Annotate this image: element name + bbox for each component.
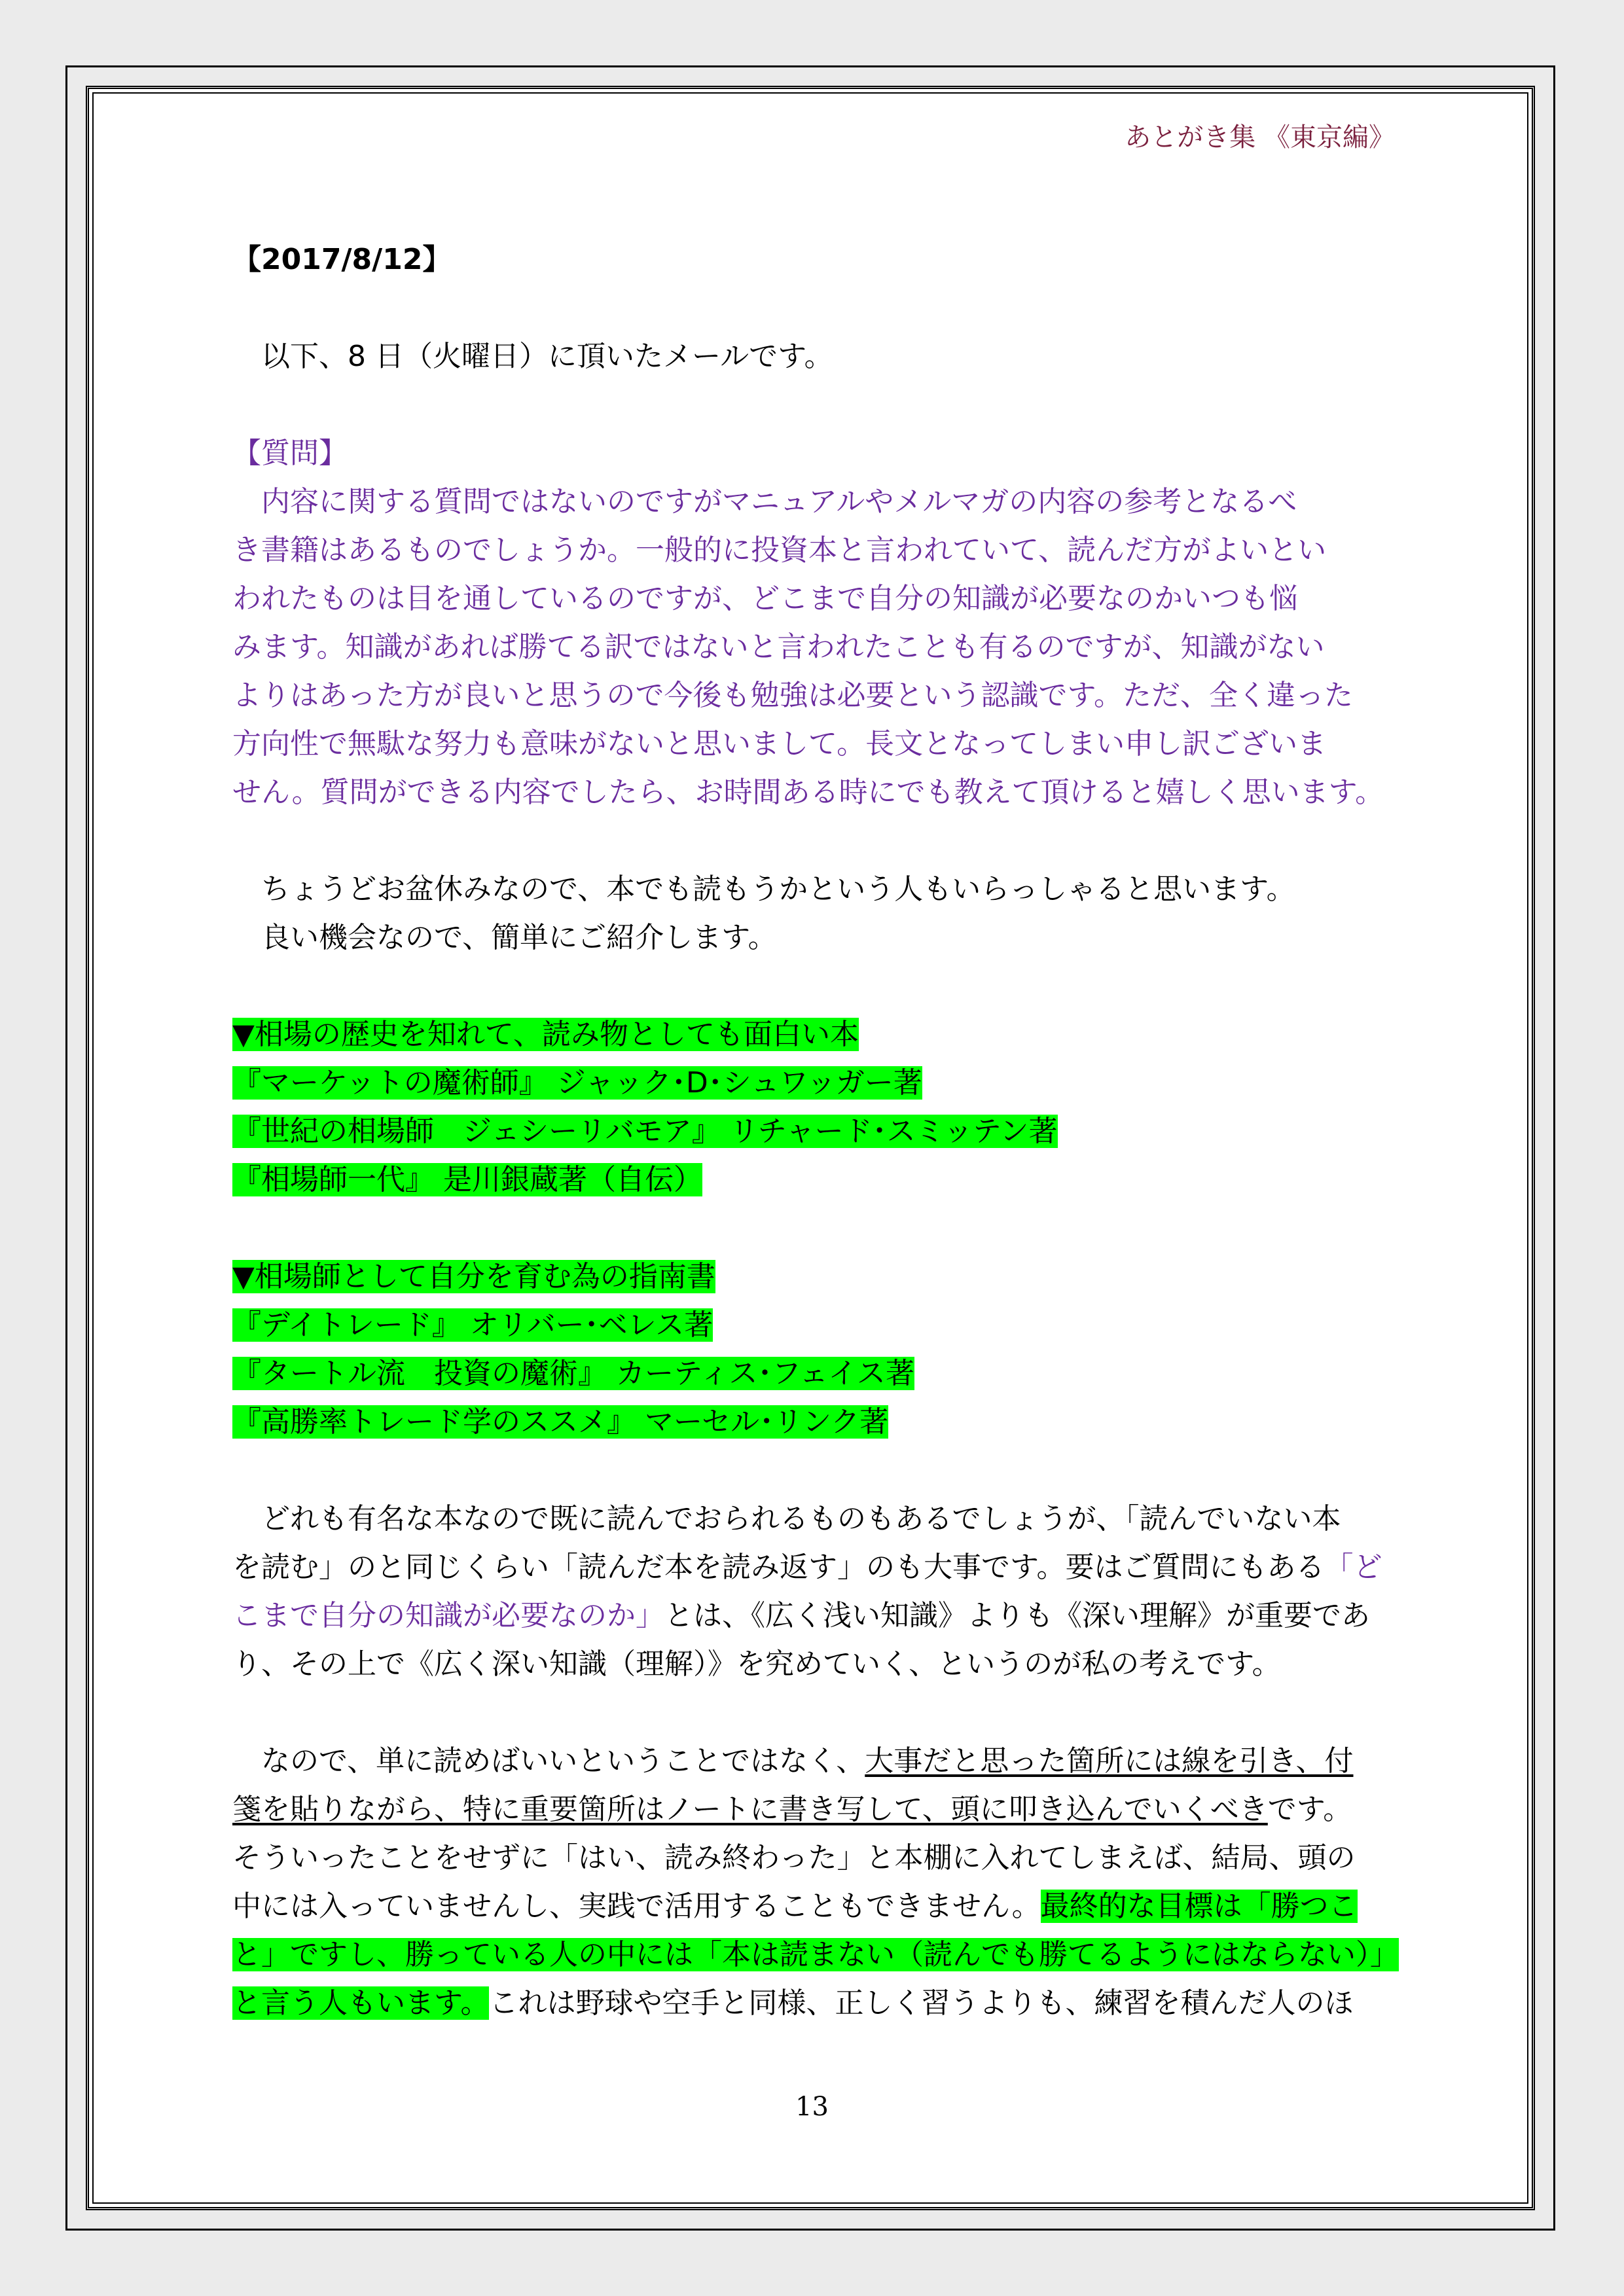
- intro-text: 以下、8 日（火曜日）に頂いたメールです。: [261, 340, 833, 373]
- answer-intro-line: 良い機会なので、簡単にご紹介します。: [261, 921, 777, 954]
- quoted-question: こまで自分の知識が必要なのか」: [232, 1599, 664, 1632]
- question-line: き書籍はあるものでしょうか。一般的に投資本と言われていて、読んだ方がよいとい: [232, 533, 1327, 567]
- book-list-1-heading: ▼相場の歴史を知れて、読み物としても面白い本: [232, 1018, 859, 1051]
- spacer: [232, 817, 1404, 865]
- answer-intro-line: ちょうどお盆休みなので、本でも読もうかという人もいらっしゃると思います。: [261, 872, 1295, 906]
- paragraph-2-line: そういったことをせずに「はい、読み終わった」と本棚に入れてしまえば、結局、頭の: [232, 1841, 1356, 1874]
- book-item-row: [232, 1350, 1404, 1398]
- spacer: [232, 381, 1404, 429]
- document-body: [232, 236, 1404, 2028]
- paragraph-2-line: [232, 1931, 1404, 1979]
- underlined-text: 箋を貼りながら、特に重要箇所はノートに書き写して、頭に叩き込んでいくべき: [232, 1793, 1268, 1826]
- highlighted-text: 最終的な目標は「勝つこ: [1040, 1890, 1358, 1923]
- paragraph-2-text: 中には入っていませんし、実践で活用することもできません。: [232, 1890, 1041, 1923]
- paragraph-2-line: [232, 1737, 1404, 1785]
- question-line: 内容に関する質問ではないのですがマニュアルやメルマガの内容の参考となるべ: [261, 485, 1297, 518]
- book-list-2-heading-row: [232, 1253, 1404, 1301]
- book-item: 『相場師一代』 是川銀蔵著（自伝）: [232, 1163, 702, 1196]
- paragraph-2-text: なので、単に読めばいいということではなく、: [261, 1744, 865, 1778]
- question-line: みます。知識があれば勝てる訳ではないと言われたことも有るのですが、知識がない: [232, 630, 1325, 664]
- book-item: 『高勝率トレード学のススメ』 マーセル･リンク著: [232, 1405, 889, 1439]
- question-line: せん。質問ができる内容でしたら、お時間ある時にでも教えて頂けると嬉しく思います。: [232, 776, 1384, 809]
- paragraph-2-line: [232, 1882, 1404, 1931]
- book-item-row: [232, 1059, 1404, 1107]
- book-item: 『タートル流 投資の魔術』 カーティス･フェイス著: [232, 1357, 914, 1390]
- paragraph-1-line: り、その上で《広く深い知識（理解）》を究めていく、というのが私の考えです。: [232, 1647, 1281, 1681]
- spacer: [232, 962, 1404, 1011]
- running-header: あとがき集 《東京編》: [1125, 122, 1395, 152]
- book-item-row: [232, 1107, 1404, 1156]
- book-list-1-heading-row: [232, 1011, 1404, 1059]
- paragraph-2-line: [232, 1785, 1404, 1834]
- book-item: 『マーケットの魔術師』 ジャック･D･シュワッガー著: [232, 1066, 922, 1100]
- book-item-row: [232, 1156, 1404, 1204]
- paragraph-2-line: [232, 1979, 1404, 2028]
- highlighted-text: と」ですし、勝っている人の中には「本は読まない（読んでも勝てるようにはならない）」: [232, 1938, 1399, 1971]
- spacer: [232, 1204, 1404, 1253]
- paragraph-1-text: を読む」のと同じくらい「読んだ本を読み返す」のも大事です。要はご質問にもある: [232, 1551, 1325, 1584]
- book-list-2-heading: ▼相場師として自分を育む為の指南書: [232, 1260, 715, 1293]
- book-item-row: [232, 1398, 1404, 1446]
- underlined-text: 大事だと思った箇所には線を引き、付: [865, 1744, 1354, 1778]
- paragraph-2-text: これは野球や空手と同様、正しく習うよりも、練習を積んだ人のほ: [489, 1986, 1354, 2020]
- page-number: 13: [795, 2092, 829, 2122]
- paragraph-1-line: [232, 1592, 1404, 1640]
- book-item-row: [232, 1301, 1404, 1350]
- spacer: [232, 284, 1404, 332]
- book-item: 『デイトレード』 オリバー･ベレス著: [232, 1308, 713, 1342]
- spacer: [232, 1446, 1404, 1495]
- book-item: 『世紀の相場師 ジェシーリバモア』 リチャード･スミッテン著: [232, 1115, 1058, 1148]
- paragraph-1-line: どれも有名な本なので既に読んでおられるものもあるでしょうが、「読んでいない本: [261, 1502, 1341, 1535]
- highlighted-text: と言う人もいます。: [232, 1986, 490, 2020]
- quoted-question: 「ど: [1324, 1551, 1382, 1584]
- paragraph-2-text: です。: [1267, 1793, 1352, 1826]
- entry-date: 【2017/8/12】: [232, 243, 452, 276]
- paragraph-1-line: [232, 1543, 1404, 1592]
- question-line: よりはあった方が良いと思うので今後も勉強は必要という認識です。ただ、全く違った: [232, 679, 1354, 712]
- question-label: 【質問】: [232, 437, 348, 470]
- question-line: 方向性で無駄な努力も意味がないと思いまして。長文となってしまい申し訳ございま: [232, 727, 1327, 761]
- question-line: われたものは目を通しているのですが、どこまで自分の知識が必要なのかいつも悩: [232, 582, 1298, 615]
- spacer: [232, 1689, 1404, 1737]
- paragraph-1-text: とは、《広く浅い知識》よりも《深い理解》が重要であ: [664, 1599, 1370, 1632]
